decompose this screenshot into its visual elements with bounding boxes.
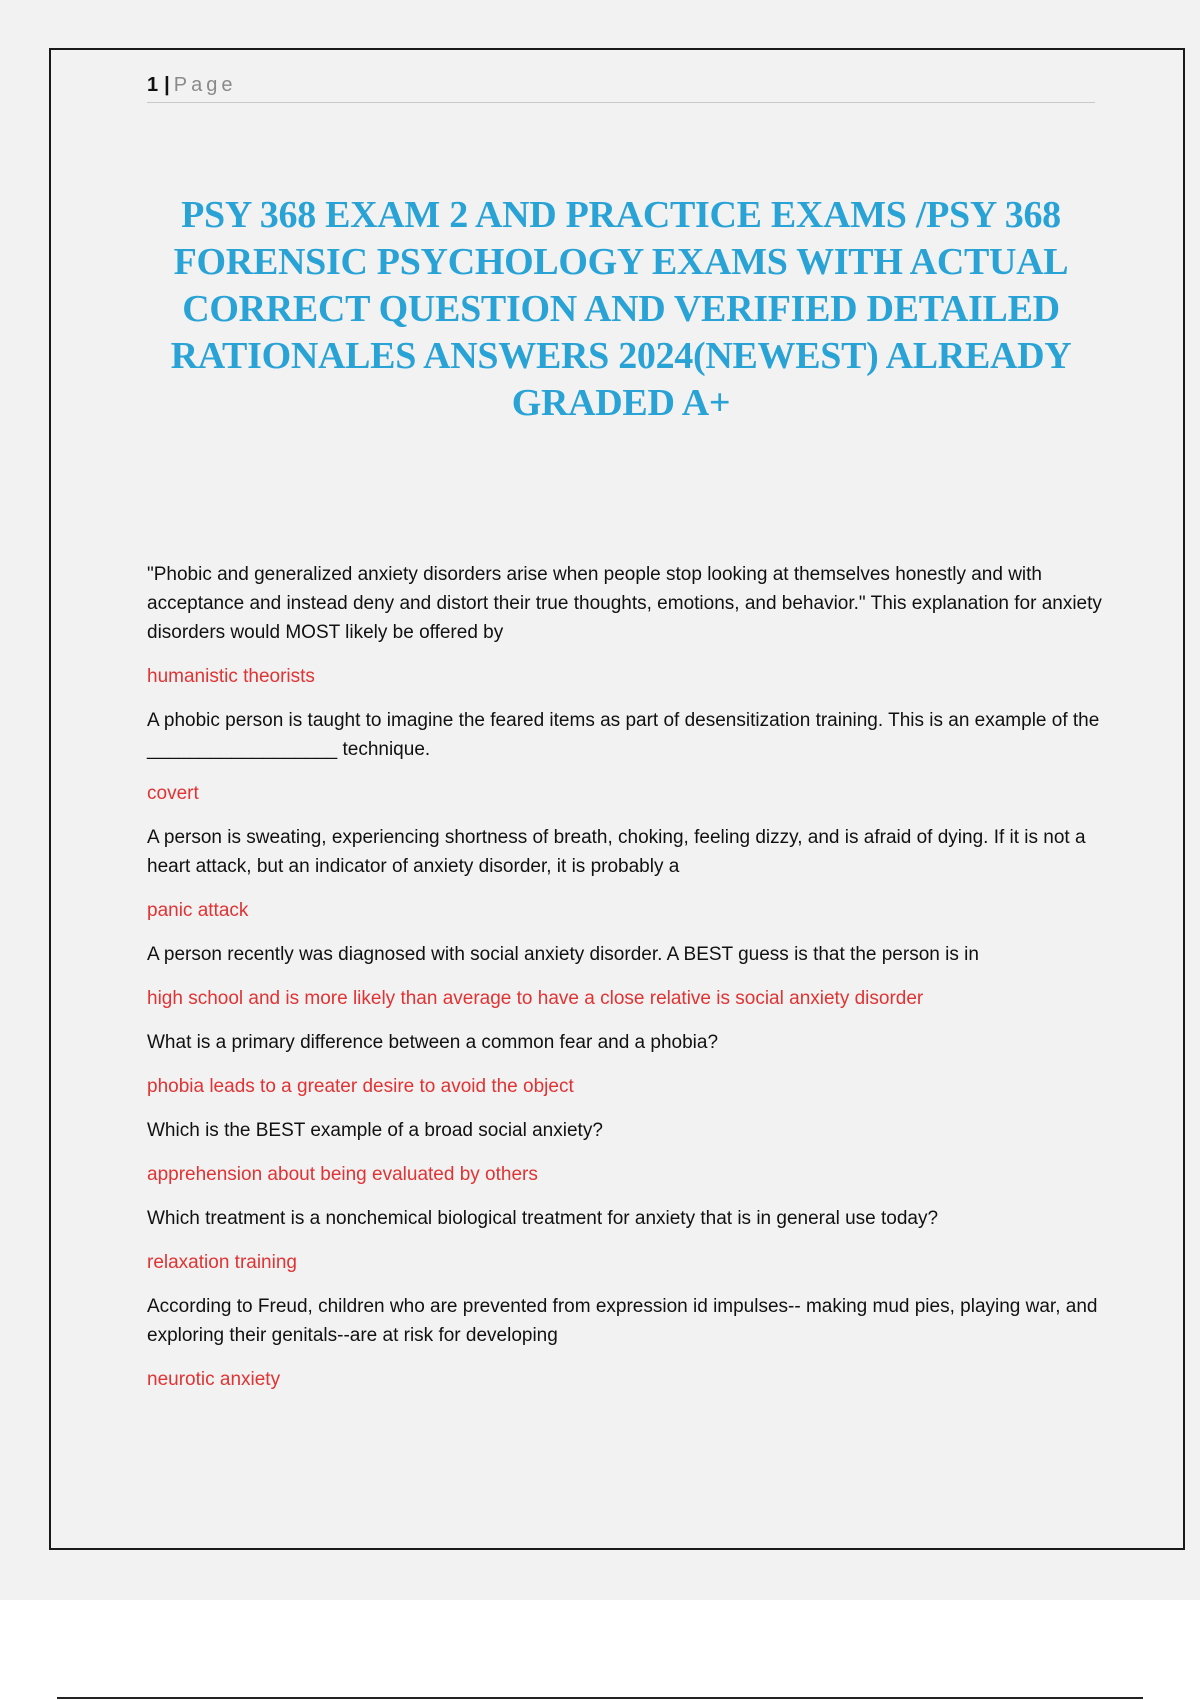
qa-item	[147, 1204, 1107, 1277]
page-frame	[49, 48, 1185, 1550]
answer-text: covert	[147, 783, 199, 804]
answer-text: relaxation training	[147, 1252, 297, 1273]
page-number: 1	[147, 74, 159, 96]
question-text: A phobic person is taught to imagine the feared items as part of desensitization training. This is an example of the __________________ technique.	[147, 710, 1100, 760]
question-text: Which is the BEST example of a broad social anxiety?	[147, 1120, 603, 1141]
qa-item	[147, 560, 1107, 691]
answer-text: neurotic anxiety	[147, 1369, 281, 1390]
qa-item	[147, 823, 1107, 925]
next-page-divider	[57, 1697, 1143, 1699]
question-text: According to Freud, children who are prevented from expression id impulses-- making mud pies, playing war, and exploring their genitals--are at risk for developing	[147, 1296, 1098, 1346]
question-text: A person is sweating, experiencing shortness of breath, choking, feeling dizzy, and is afraid of dying. If it is not a heart attack, but an indicator of anxiety disorder, it is probably a	[147, 827, 1086, 877]
question-text: What is a primary difference between a common fear and a phobia?	[147, 1032, 719, 1053]
answer-text: high school and is more likely than average to have a close relative is social anxiety disorder	[147, 988, 924, 1009]
page-separator: |	[164, 74, 170, 96]
qa-item	[147, 706, 1107, 808]
qa-item	[147, 940, 1107, 1013]
page-label: Page	[173, 74, 237, 96]
answer-text: phobia leads to a greater desire to avoid the object	[147, 1076, 574, 1097]
page-header	[147, 72, 1095, 103]
qa-item	[147, 1292, 1107, 1394]
answer-text: panic attack	[147, 900, 249, 921]
answer-text: humanistic theorists	[147, 666, 315, 687]
qa-item	[147, 1028, 1107, 1101]
question-text: "Phobic and generalized anxiety disorders arise when people stop looking at themselves honestly and with acceptance and instead deny and distort their true thoughts, emotions, and behavior." This explanation for anxiety disorders would MOST likely be offered by	[147, 564, 1102, 643]
question-text: Which treatment is a nonchemical biological treatment for anxiety that is in general use today?	[147, 1208, 939, 1229]
qa-item	[147, 1116, 1107, 1189]
document-title: PSY 368 EXAM 2 AND PRACTICE EXAMS /PSY 368 FORENSIC PSYCHOLOGY EXAMS WITH ACTUAL CORRECT QUESTION AND VERIFIED DETAILED RATIONALES ANSWERS 2024(NEWEST) ALREADY GRADED A+	[170, 194, 1072, 424]
qa-list	[147, 560, 1107, 1409]
question-text: A person recently was diagnosed with social anxiety disorder. A BEST guess is that the person is in	[147, 944, 979, 965]
answer-text: apprehension about being evaluated by others	[147, 1164, 538, 1185]
next-page-area	[0, 1600, 1200, 1700]
